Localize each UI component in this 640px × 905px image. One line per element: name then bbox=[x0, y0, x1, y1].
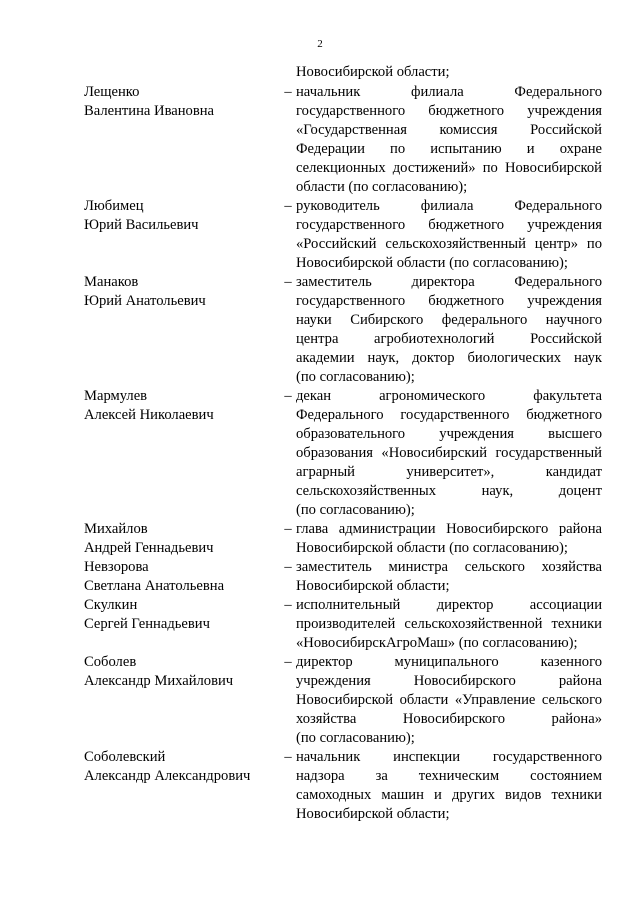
position-line: учреждения Новосибирского района bbox=[296, 673, 602, 689]
member-entry bbox=[0, 558, 640, 596]
dash-separator bbox=[264, 197, 296, 273]
member-entry bbox=[0, 387, 640, 520]
member-position bbox=[296, 596, 602, 653]
member-name bbox=[84, 748, 264, 824]
dash-separator bbox=[264, 520, 296, 558]
member-surname: Лещенко bbox=[84, 84, 140, 100]
member-given-names: Александр Александрович bbox=[84, 768, 251, 784]
position-line: «Государственная комиссия Российской bbox=[296, 122, 602, 138]
position-line: заместитель директора Федерального bbox=[296, 274, 602, 290]
dash: – bbox=[284, 654, 292, 670]
position-line: сельскохозяйственных наук, доцент bbox=[296, 483, 602, 499]
position-line: надзора за техническим состоянием bbox=[296, 768, 602, 784]
member-given-names: Андрей Геннадьевич bbox=[84, 540, 214, 556]
position-line: (по согласованию); bbox=[296, 502, 415, 518]
member-name bbox=[84, 558, 264, 596]
position-line: Новосибирской области; bbox=[296, 806, 450, 822]
member-name bbox=[84, 387, 264, 520]
position-line: начальник инспекции государственного bbox=[296, 749, 602, 765]
position-line: (по согласованию); bbox=[296, 369, 415, 385]
position-line: «Российский сельскохозяйственный центр» по bbox=[296, 236, 602, 252]
dash-separator bbox=[264, 558, 296, 596]
dash-separator bbox=[264, 596, 296, 653]
position-line: селекционных достижений» по Новосибирской bbox=[296, 160, 602, 176]
dash-separator bbox=[264, 83, 296, 197]
dash-separator bbox=[264, 273, 296, 387]
dash: – bbox=[284, 597, 292, 613]
member-name bbox=[84, 653, 264, 748]
position-line: Новосибирской области; bbox=[296, 578, 450, 594]
position-line: производителей сельскохозяйственной техники bbox=[296, 616, 602, 632]
member-given-names: Светлана Анатольевна bbox=[84, 578, 225, 594]
member-given-names: Александр Михайлович bbox=[84, 673, 234, 689]
position-line: (по согласованию); bbox=[296, 730, 415, 746]
position-line: Федерального государственного бюджетного bbox=[296, 407, 602, 423]
member-given-names: Юрий Васильевич bbox=[84, 217, 199, 233]
position-line: директор муниципального казенного bbox=[296, 654, 602, 670]
member-position bbox=[296, 83, 602, 197]
position-line: центра агробиотехнологий Российской bbox=[296, 331, 602, 347]
position-line: декан агрономического факультета bbox=[296, 388, 602, 404]
member-surname: Михайлов bbox=[84, 521, 148, 537]
member-entry bbox=[0, 83, 640, 197]
member-entry bbox=[0, 653, 640, 748]
member-given-names: Сергей Геннадьевич bbox=[84, 616, 210, 632]
member-surname: Невзорова bbox=[84, 559, 149, 575]
position-line: государственного бюджетного учреждения bbox=[296, 103, 602, 119]
member-entry bbox=[0, 520, 640, 558]
dash-separator bbox=[264, 387, 296, 520]
position-line: Новосибирской области (по согласованию); bbox=[296, 540, 568, 556]
position-line: Новосибирской области «Управление сельского bbox=[296, 692, 602, 708]
member-list bbox=[0, 83, 640, 824]
position-line: образования «Новосибирский государственный bbox=[296, 445, 602, 461]
member-position bbox=[296, 197, 602, 273]
dash: – bbox=[284, 274, 292, 290]
position-line: исполнительный директор ассоциации bbox=[296, 597, 602, 613]
member-position bbox=[296, 558, 602, 596]
position-line: области (по согласованию); bbox=[296, 179, 468, 195]
position-line: начальник филиала Федерального bbox=[296, 84, 602, 100]
position-line: государственного бюджетного учреждения bbox=[296, 217, 602, 233]
position-line: глава администрации Новосибирского района bbox=[296, 521, 602, 537]
member-name bbox=[84, 83, 264, 197]
member-name bbox=[84, 273, 264, 387]
member-surname: Соболев bbox=[84, 654, 137, 670]
member-given-names: Юрий Анатольевич bbox=[84, 293, 206, 309]
position-line: «НовосибирскАгроМаш» (по согласованию); bbox=[296, 635, 578, 651]
position-line: образовательного учреждения высшего bbox=[296, 426, 602, 442]
position-line: Новосибирской области (по согласованию); bbox=[296, 255, 568, 271]
member-position bbox=[296, 520, 602, 558]
dash-separator bbox=[264, 748, 296, 824]
dash: – bbox=[284, 198, 292, 214]
position-line: аграрный университет», кандидат bbox=[296, 464, 602, 480]
member-position bbox=[296, 653, 602, 748]
member-name bbox=[84, 520, 264, 558]
dash: – bbox=[284, 84, 292, 100]
intro-line: Новосибирской области; bbox=[296, 64, 450, 80]
position-line: государственного бюджетного учреждения bbox=[296, 293, 602, 309]
member-position bbox=[296, 387, 602, 520]
page-number: 2 bbox=[317, 38, 323, 50]
member-surname: Соболевский bbox=[84, 749, 166, 765]
dash: – bbox=[284, 521, 292, 537]
member-entry bbox=[0, 197, 640, 273]
member-entry bbox=[0, 748, 640, 824]
dash: – bbox=[284, 559, 292, 575]
member-surname: Любимец bbox=[84, 198, 144, 214]
position-line: руководитель филиала Федерального bbox=[296, 198, 602, 214]
member-given-names: Валентина Ивановна bbox=[84, 103, 215, 119]
member-entry bbox=[0, 596, 640, 653]
member-surname: Мармулев bbox=[84, 388, 148, 404]
dash: – bbox=[284, 388, 292, 404]
position-line: хозяйства Новосибирского района» bbox=[296, 711, 602, 727]
position-line: заместитель министра сельского хозяйства bbox=[296, 559, 602, 575]
member-position bbox=[296, 748, 602, 824]
member-given-names: Алексей Николаевич bbox=[84, 407, 214, 423]
member-position bbox=[296, 273, 602, 387]
dash: – bbox=[284, 749, 292, 765]
position-line: Федерации по испытанию и охране bbox=[296, 141, 602, 157]
position-line: науки Сибирского федерального научного bbox=[296, 312, 602, 328]
position-line: самоходных машин и других видов техники bbox=[296, 787, 602, 803]
member-surname: Скулкин bbox=[84, 597, 138, 613]
member-name bbox=[84, 596, 264, 653]
dash-separator bbox=[264, 653, 296, 748]
member-entry bbox=[0, 273, 640, 387]
member-surname: Манаков bbox=[84, 274, 139, 290]
member-name bbox=[84, 197, 264, 273]
position-line: академии наук, доктор биологических наук bbox=[296, 350, 602, 366]
